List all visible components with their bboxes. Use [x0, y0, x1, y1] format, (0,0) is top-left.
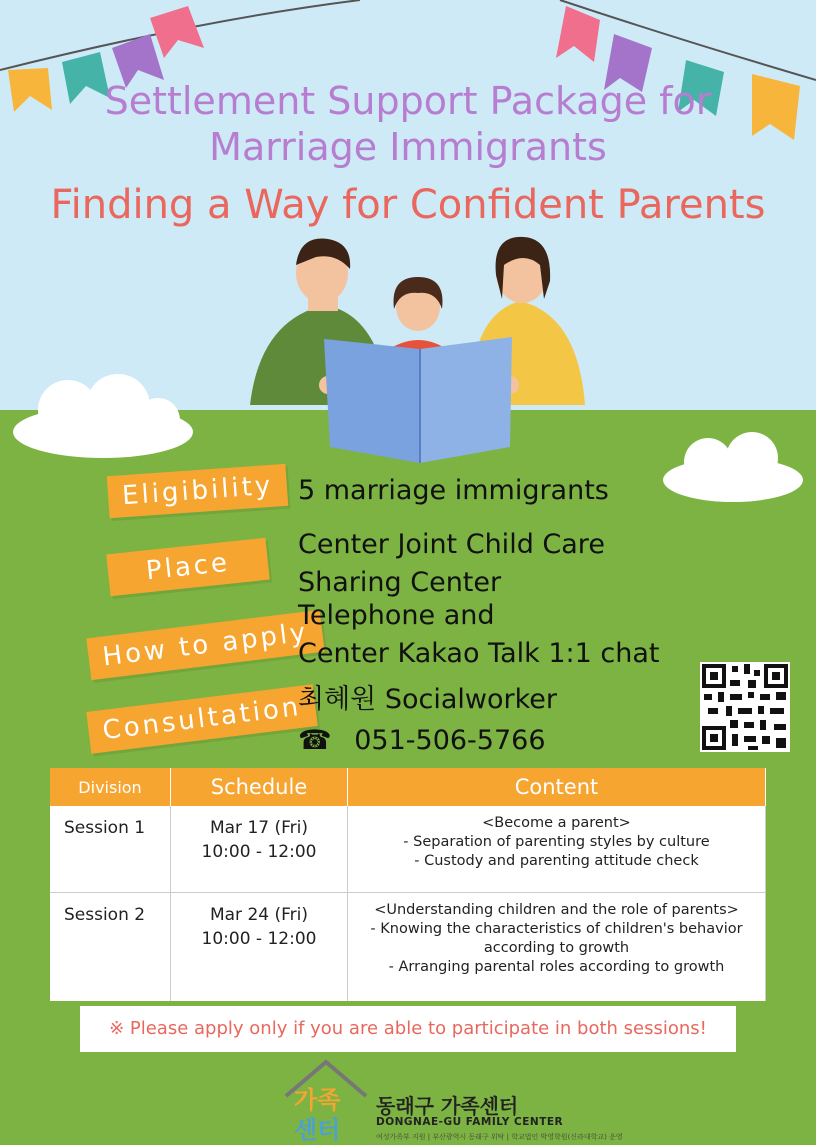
logo-mark-top: 가족: [294, 1086, 341, 1114]
logo-name-korean: 동래구 가족센터: [376, 1094, 519, 1118]
label-consultation: Consultation: [86, 684, 317, 753]
subtitle: Finding a Way for Confident Parents: [50, 182, 766, 228]
session-date: Mar 17 (Fri): [209, 818, 309, 838]
header-content: Content: [348, 768, 766, 806]
logo-subtext: 여성가족부 지원 | 부산광역시 동래구 위탁 | 학교법인 박영학원(신라대학교) 운영: [376, 1133, 623, 1141]
content-line: - Arranging parental roles according to growth: [388, 959, 725, 975]
content-line: - Custody and parenting attitude check: [414, 853, 699, 869]
consult-phone-row: [298, 724, 546, 758]
apply-value: [298, 599, 659, 671]
title-line-2: Marriage Immigrants: [209, 125, 607, 169]
session-date: Mar 24 (Fri): [209, 905, 309, 925]
header-schedule: Schedule: [171, 768, 348, 806]
logo-mark-bottom: 센터: [294, 1116, 341, 1144]
logo-name-english: DONGNAE-GU FAMILY CENTER: [376, 1116, 564, 1128]
table-row: [50, 893, 766, 1002]
consult-name: 최혜원 Socialworker: [298, 684, 557, 715]
eligibility-value: 5 marriage immigrants: [298, 475, 609, 506]
session-schedule: [171, 806, 348, 893]
session-label: Session 2: [50, 893, 171, 1002]
session-schedule: [171, 893, 348, 1002]
place-line-2: Sharing Center: [298, 567, 502, 598]
place-line-1: Center Joint Child Care: [298, 529, 605, 560]
qr-code[interactable]: [700, 662, 790, 752]
phone-number[interactable]: 051-506-5766: [354, 725, 546, 756]
session-content: [348, 806, 766, 893]
participation-note: ※ Please apply only if you are able to participate in both sessions!: [80, 1006, 736, 1052]
session-time: 10:00 - 12:00: [201, 842, 317, 862]
cloud-left: [8, 370, 198, 460]
label-how-to-apply: How to apply: [86, 610, 324, 680]
session-label: Session 1: [50, 806, 171, 893]
table-row: [50, 806, 766, 893]
header-division: Division: [50, 768, 171, 806]
apply-line-1: Telephone and: [298, 600, 495, 631]
family-reading-illustration: [240, 235, 590, 470]
family-center-logo: [280, 1058, 372, 1144]
content-line: - Separation of parenting styles by culture: [403, 834, 710, 850]
cloud-right: [658, 430, 808, 510]
place-value: [298, 528, 605, 600]
table-header-row: [50, 768, 766, 806]
content-line: <Become a parent>: [482, 815, 631, 831]
apply-line-2: Center Kakao Talk 1:1 chat: [298, 638, 660, 669]
schedule-table: [50, 768, 766, 1001]
title-line-1: Settlement Support Package for: [104, 79, 712, 123]
content-line: - Knowing the characteristics of children's behavior: [370, 921, 743, 937]
label-eligibility: Eligibility: [107, 464, 289, 518]
content-line: <Understanding children and the role of parents>: [374, 902, 739, 918]
session-content: [348, 893, 766, 1002]
title-block: [0, 78, 816, 170]
content-line: according to growth: [483, 940, 630, 956]
label-place: Place: [106, 538, 270, 596]
session-time: 10:00 - 12:00: [201, 929, 317, 949]
phone-icon: ☎: [298, 725, 332, 756]
